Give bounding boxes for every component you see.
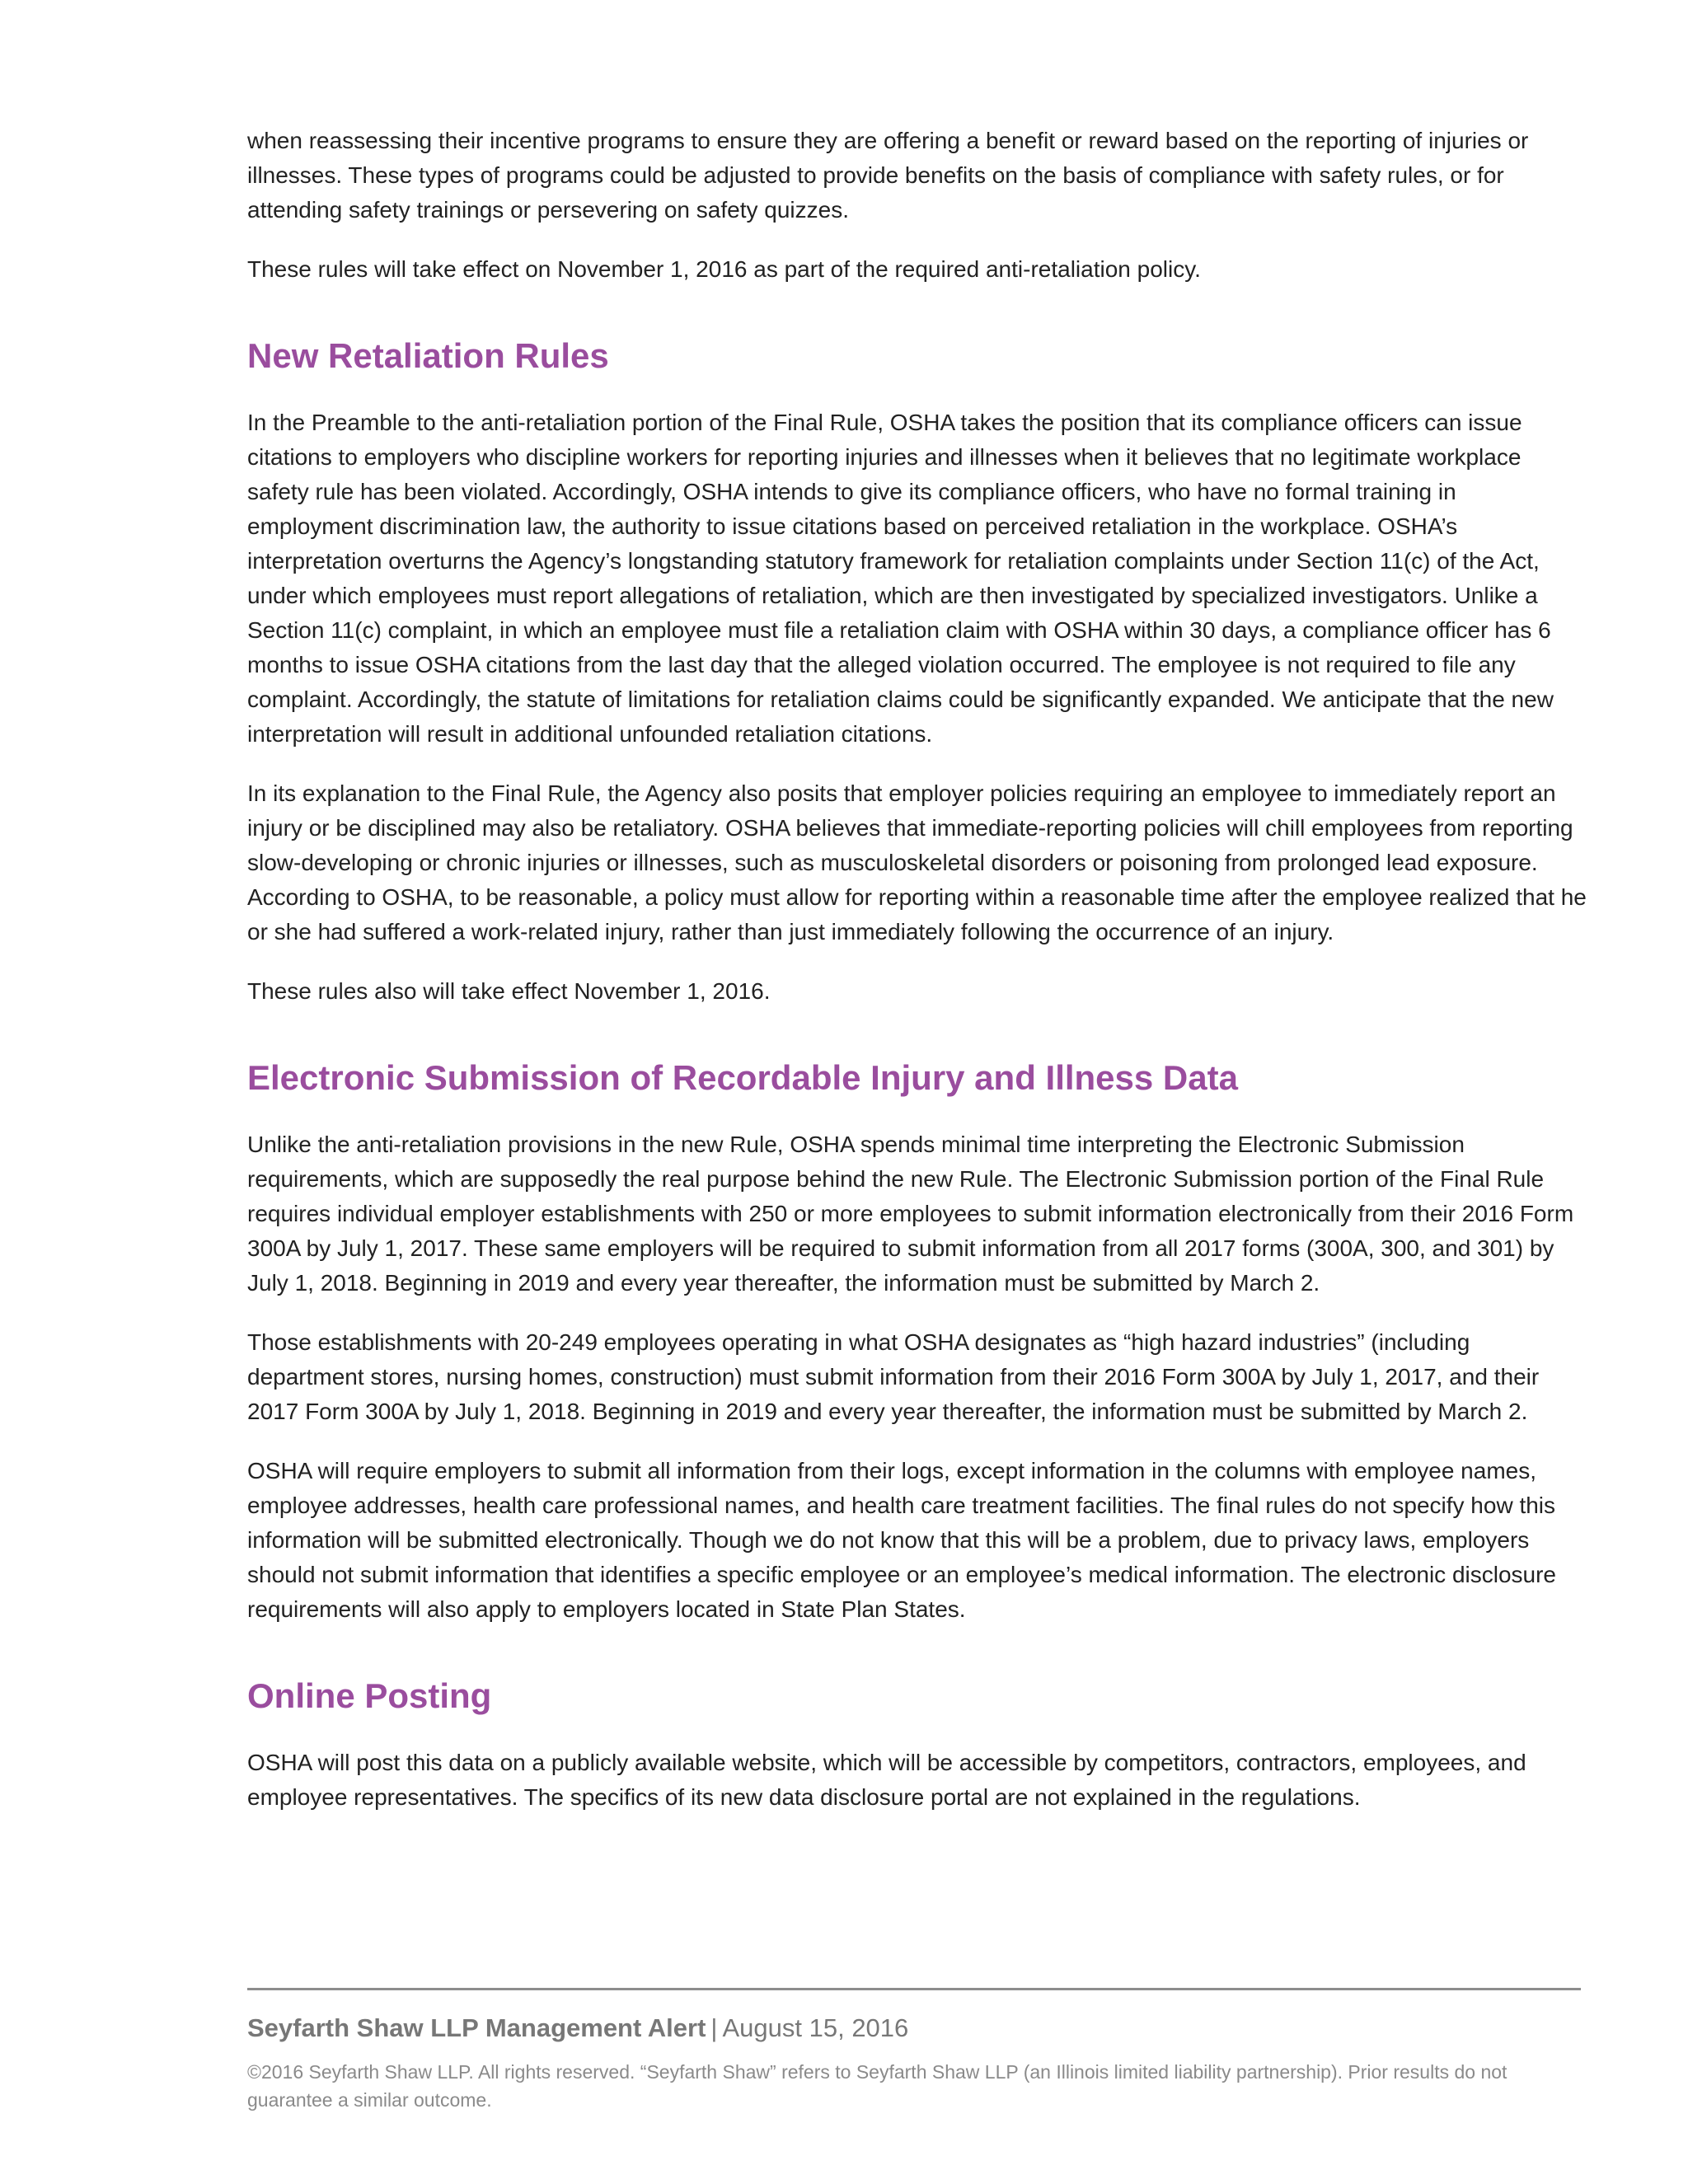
footer-separator: | bbox=[710, 2013, 718, 2042]
intro-paragraph-2: These rules will take effect on November 1, 2016 as part of the required anti-retaliation policy. bbox=[247, 256, 1201, 282]
electronic-paragraph-2: Those establishments with 20-249 employees operating in what OSHA designates as “high hazard industries” (including department stores, nursing homes, construction) must submit information from their 2016 Form 300A by July 1, 2017, and their 2017 Form 300A by July 1, 2018. Beginning in 2019 and every year thereafter, the information must be submitted by March 2. bbox=[247, 1329, 1540, 1424]
retaliation-paragraph-1: In the Preamble to the anti-retaliation portion of the Final Rule, OSHA takes the position that its compliance officers can issue citations to employers who discipline workers for reporting injuries and illnesses when it believes that no legitimate workplace safety rule has been violated. Accordingly, OSHA intends to give its compliance officers, who have no formal training in employment discrimination law, the authority to issue citations based on perceived retaliation in the workplace. OSHA’s interpretation overturns the Agency’s longstanding statutory framework for retaliation complaints under Section 11(c) of the Act, under which employees must report allegations of retaliation, which are then investigated by specialized investigators. Unlike a Section 11(c) complaint, in which an employee must file a retaliation claim with OSHA within 30 days, a compliance officer has 6 months to issue OSHA citations from the last day that the alleged violation occurred. The employee is not required to file any complaint. Accordingly, the statute of limitations for retaliation claims could be significantly expanded. We anticipate that the new interpretation will result in additional unfounded retaliation citations. bbox=[247, 410, 1554, 747]
retaliation-paragraph-3: These rules also will take effect November 1, 2016. bbox=[247, 978, 771, 1004]
intro-paragraph-1: when reassessing their incentive programs to ensure they are offering a benefit or reward based on the reporting of injuries or illnesses. These types of programs could be adjusted to provide benefits on the basis of compliance with safety rules, or for attending safety trainings or persevering on safety quizzes. bbox=[247, 128, 1529, 223]
electronic-paragraph-3: OSHA will require employers to submit all information from their logs, except information in the columns with employee names, employee addresses, health care professional names, and health care treatment facilities. The final rules do not specify how this information will be submitted electronically. Though we do not know that this will be a problem, due to privacy laws, employers should not submit information that identifies a specific employee or an employee’s medical information. The electronic disclosure requirements will also apply to employers located in State Plan States. bbox=[247, 1458, 1557, 1622]
page-footer bbox=[247, 1988, 1581, 2114]
footer-divider bbox=[247, 1988, 1581, 1990]
posting-paragraph-1: OSHA will post this data on a publicly available website, which will be accessible by competitors, contractors, employees, and employee representatives. The specifics of its new data disclosure portal are not explained in the regulations. bbox=[247, 1750, 1526, 1810]
footer-firm-name: Seyfarth Shaw LLP Management Alert bbox=[247, 2013, 706, 2042]
section-heading-online-posting: Online Posting bbox=[247, 1676, 492, 1715]
section-heading-electronic-submission: Electronic Submission of Recordable Injury and Illness Data bbox=[247, 1058, 1238, 1097]
footer-title bbox=[247, 2012, 1581, 2045]
footer-copyright: ©2016 Seyfarth Shaw LLP. All rights reserved. “Seyfarth Shaw” refers to Seyfarth Shaw LLP (an Illinois limited liability partnership). Prior results do not guarantee a similar outcome. bbox=[247, 2061, 1507, 2111]
electronic-paragraph-1: Unlike the anti-retaliation provisions in the new Rule, OSHA spends minimal time interpreting the Electronic Submission requirements, which are supposedly the real purpose behind the new Rule. The Electronic Submission portion of the Final Rule requires individual employer establishments with 250 or more employees to submit information electronically from their 2016 Form 300A by July 1, 2017. These same employers will be required to submit information from all 2017 forms (300A, 300, and 301) by July 1, 2018. Beginning in 2019 and every year thereafter, the information must be submitted by March 2. bbox=[247, 1132, 1574, 1296]
document-body bbox=[247, 124, 1587, 1840]
section-heading-retaliation: New Retaliation Rules bbox=[247, 336, 609, 375]
footer-date: August 15, 2016 bbox=[722, 2013, 909, 2042]
retaliation-paragraph-2: In its explanation to the Final Rule, the Agency also posits that employer policies requiring an employee to immediately report an injury or be disciplined may also be retaliatory. OSHA believes that immediate-reporting policies will chill employees from reporting slow-developing or chronic injuries or illnesses, such as musculoskeletal disorders or poisoning from prolonged lead exposure. According to OSHA, to be reasonable, a policy must allow for reporting within a reasonable time after the employee realized that he or she had suffered a work-related injury, rather than just immediately following the occurrence of an injury. bbox=[247, 780, 1587, 944]
